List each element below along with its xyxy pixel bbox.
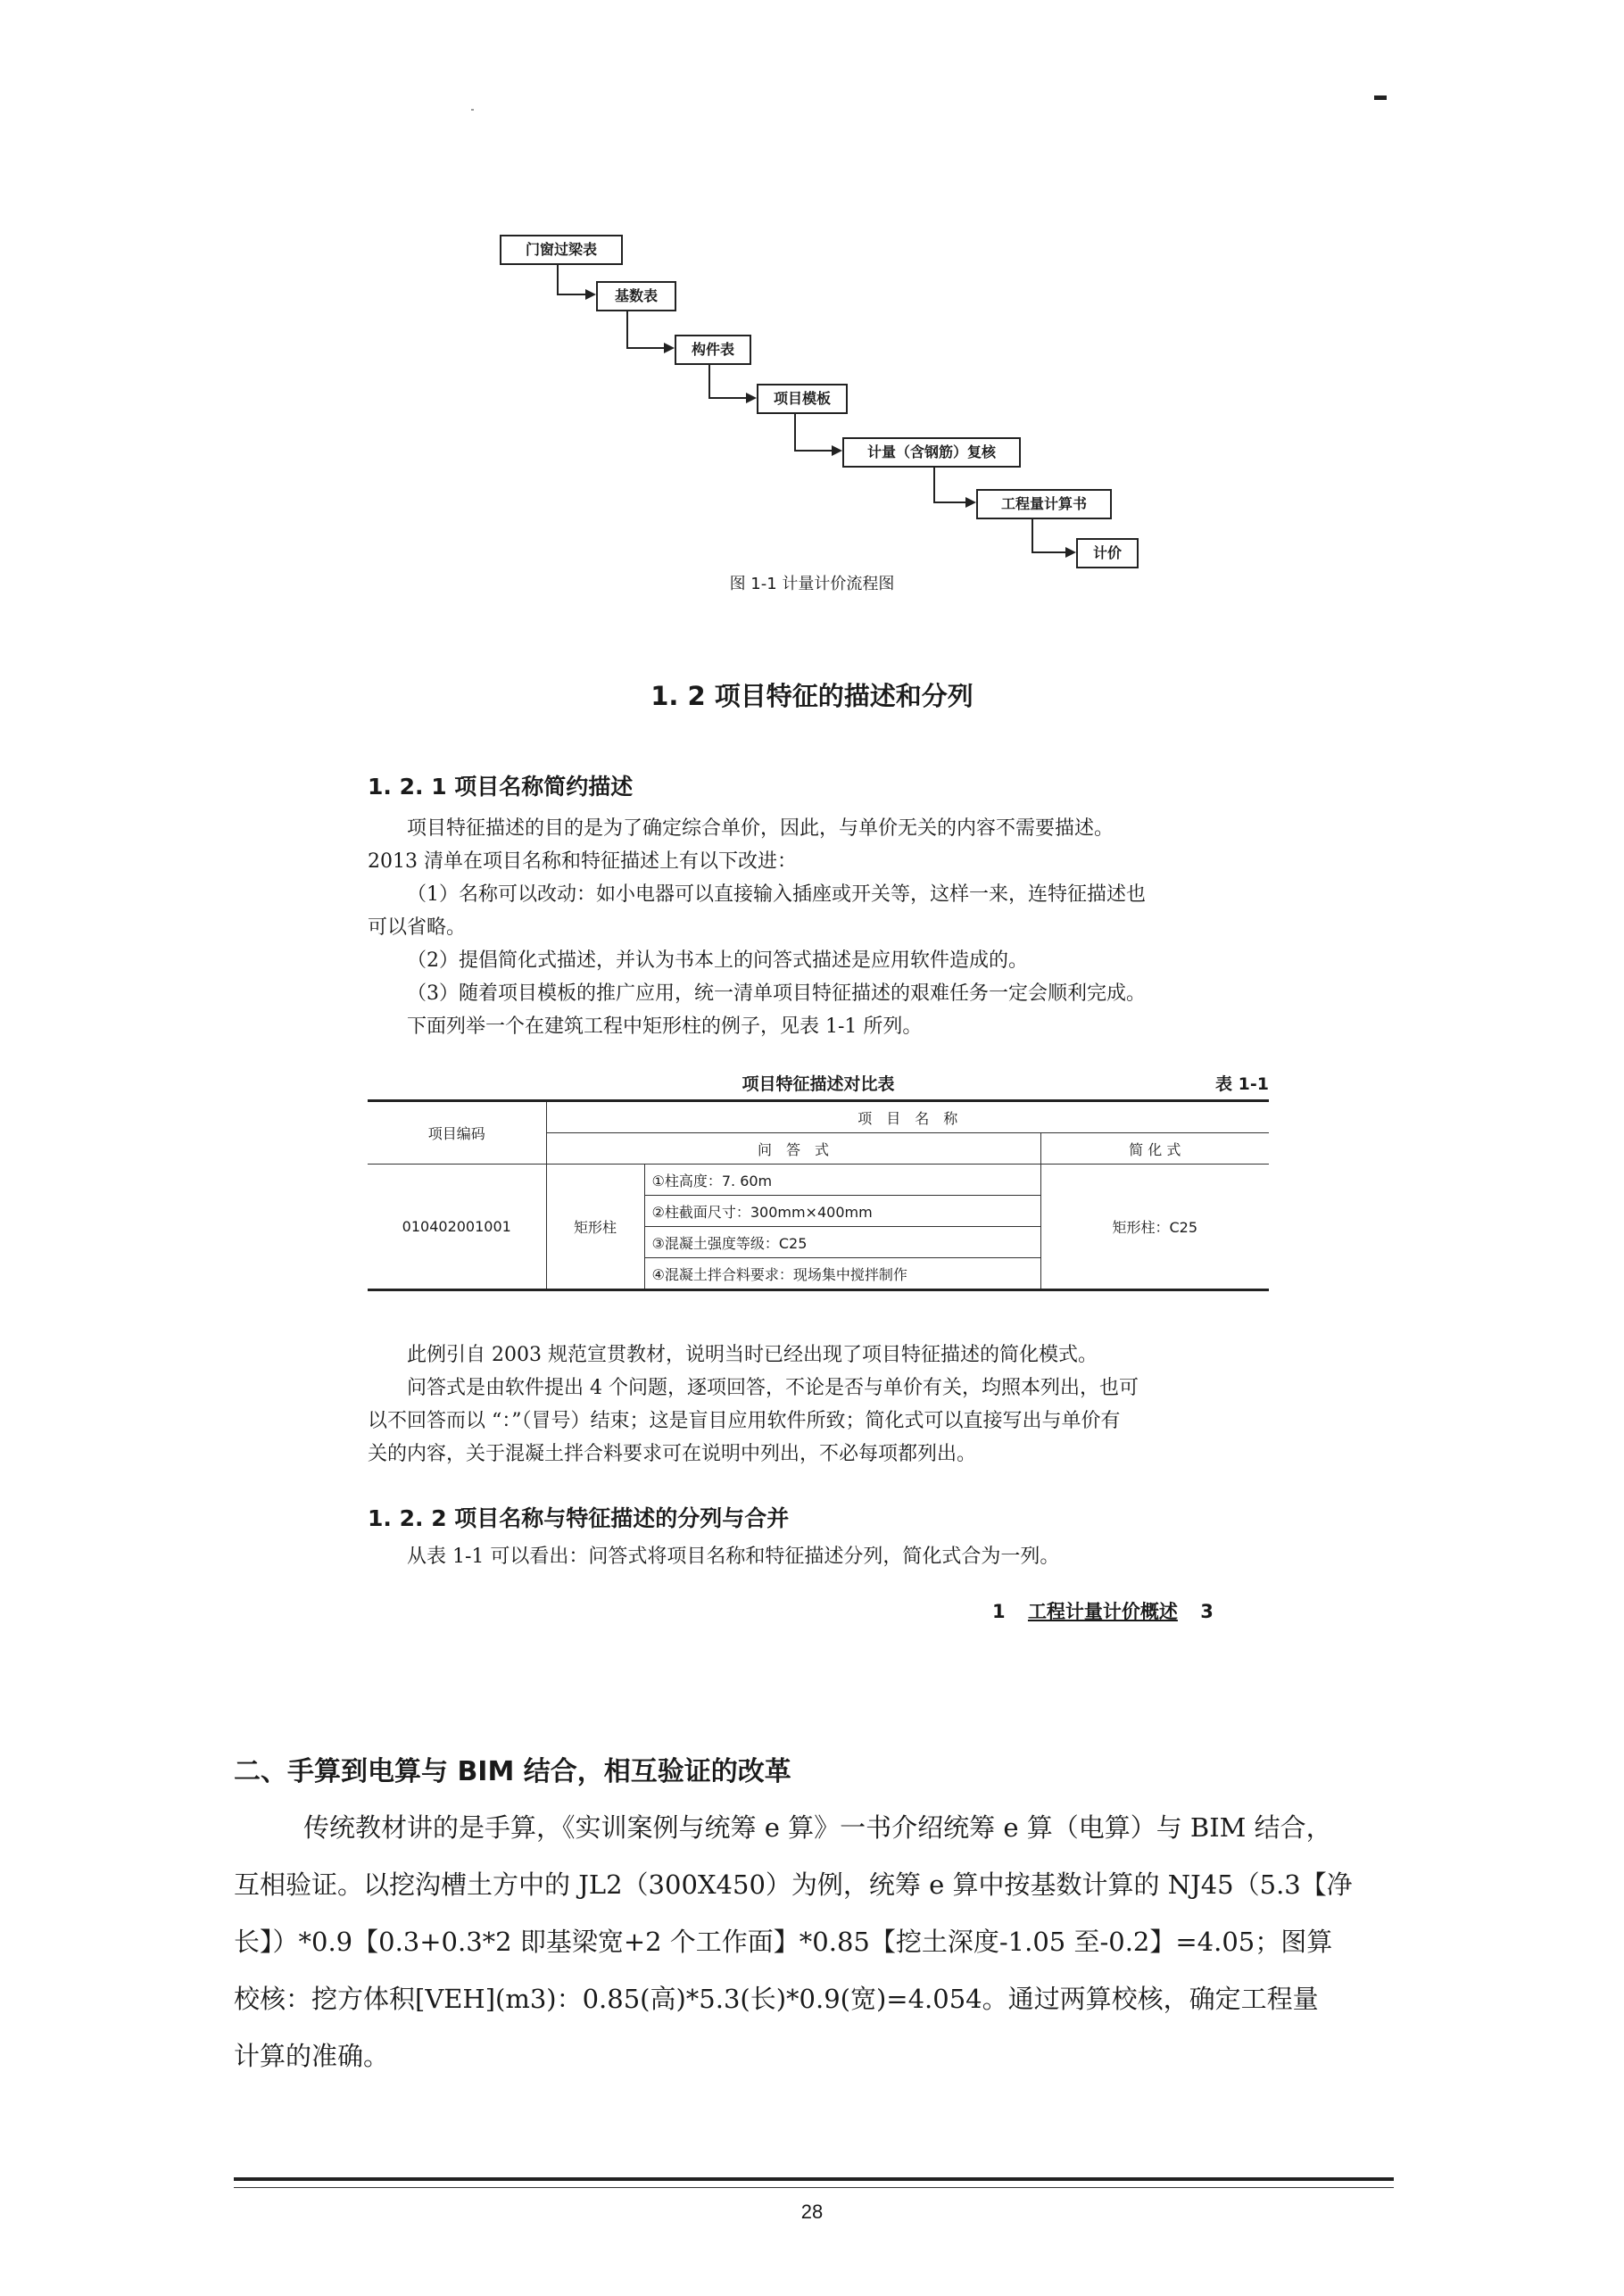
item-name: 矩形柱 bbox=[546, 1165, 644, 1290]
feature-cell: ③混凝土强度等级：C25 bbox=[644, 1227, 1040, 1258]
flow-box-door-window-lintel: 门窗过梁表 bbox=[500, 235, 623, 265]
item-code: 010402001001 bbox=[368, 1165, 546, 1290]
flow-box-measurement-review: 计量（含钢筋）复核 bbox=[842, 437, 1021, 468]
arrow-right-icon bbox=[1065, 547, 1076, 558]
arrow-right-icon bbox=[746, 393, 757, 403]
paragraph-intro bbox=[368, 812, 1269, 1043]
header-name: 项 目 名 称 bbox=[546, 1101, 1269, 1133]
flow-connector bbox=[626, 310, 628, 349]
book-page-number: 3 bbox=[1200, 1601, 1214, 1622]
paragraph-part2 bbox=[234, 1799, 1394, 2085]
flow-connector bbox=[557, 294, 587, 295]
arrow-right-icon bbox=[832, 445, 842, 456]
text-line: （3）随着项目模板的推广应用，统一清单项目特征描述的艰难任务一定会顺利完成。 bbox=[407, 982, 1146, 1005]
subsection-heading-1: 1. 2. 1 项目名称简约描述 bbox=[368, 774, 634, 800]
text-line: 2013 清单在项目名称和特征描述上有以下改进： bbox=[368, 850, 797, 873]
flow-box-base-table: 基数表 bbox=[596, 281, 676, 311]
text-line: 长】）*0.9【0.3+0.3*2 即基梁宽+2 个工作面】*0.85【挖土深度-1.05 至-0.2】=4.05；图算 bbox=[234, 1927, 1333, 1957]
part-heading: 二、手算到电算与 BIM 结合，相互验证的改革 bbox=[234, 1756, 791, 1787]
text-line: 关的内容，关于混凝土拌合料要求可在说明中列出，不必每项都列出。 bbox=[368, 1443, 977, 1465]
chapter-number: 1 bbox=[992, 1601, 1006, 1622]
comparison-table bbox=[368, 1099, 1269, 1291]
table-title: 项目特征描述对比表 bbox=[742, 1074, 895, 1094]
flow-connector bbox=[557, 263, 559, 295]
text-line: 计算的准确。 bbox=[234, 2041, 390, 2071]
page-number: 28 bbox=[800, 2201, 824, 2223]
flow-connector bbox=[933, 466, 935, 503]
arrow-right-icon bbox=[965, 497, 976, 508]
text-line: 传统教材讲的是手算，《实训案例与统筹 e 算》一书介绍统筹 e 算（电算）与 BIM 结合， bbox=[303, 1812, 1332, 1843]
arrow-right-icon bbox=[664, 343, 675, 353]
flow-connector bbox=[626, 347, 666, 349]
flow-box-project-template: 项目模板 bbox=[757, 384, 848, 414]
text-line: 此例引自 2003 规范宣贯教材，说明当时已经出现了项目特征描述的简化模式。 bbox=[407, 1344, 1098, 1366]
chapter-title: 工程计量计价概述 bbox=[1027, 1601, 1178, 1622]
section-title: 1. 2 项目特征的描述和分列 bbox=[650, 681, 974, 711]
text-line: （2）提倡简化式描述，并认为书本上的问答式描述是应用软件造成的。 bbox=[407, 949, 1028, 972]
paragraph-sub2 bbox=[368, 1540, 1269, 1573]
text-line: 下面列举一个在建筑工程中矩形柱的例子，见表 1-1 所列。 bbox=[407, 1015, 923, 1038]
book-running-footer bbox=[992, 1597, 1214, 1624]
table-number: 表 1-1 bbox=[1215, 1074, 1269, 1094]
flow-connector bbox=[708, 397, 748, 399]
text-line: 可以省略。 bbox=[368, 916, 467, 939]
text-line: 项目特征描述的目的是为了确定综合单价，因此，与单价无关的内容不需要描述。 bbox=[407, 817, 1114, 840]
feature-cell: ②柱截面尺寸：300mm×400mm bbox=[644, 1196, 1040, 1227]
feature-cell: ④混凝土拌合料要求：现场集中搅拌制作 bbox=[644, 1258, 1040, 1290]
footer-rule-thick bbox=[234, 2177, 1394, 2181]
feature-cell: ①柱高度：7. 60m bbox=[644, 1165, 1040, 1196]
page-corner-mark bbox=[1374, 95, 1387, 100]
flow-connector bbox=[708, 363, 710, 399]
header-qa: 问 答 式 bbox=[546, 1133, 1040, 1165]
flow-box-pricing: 计价 bbox=[1076, 538, 1139, 568]
text-line: 从表 1-1 可以看出：问答式将项目名称和特征描述分列，简化式合为一列。 bbox=[407, 1546, 1060, 1568]
footer-rule-thin bbox=[234, 2187, 1394, 2188]
flow-connector bbox=[933, 501, 967, 503]
header-simple: 简 化 式 bbox=[1040, 1133, 1269, 1165]
text-line: 问答式是由软件提出 4 个问题，逐项回答，不论是否与单价有关，均照本列出，也可 bbox=[407, 1377, 1139, 1399]
simple-cell: 矩形柱：C25 bbox=[1040, 1165, 1269, 1290]
arrow-right-icon bbox=[585, 289, 596, 300]
flow-box-component-table: 构件表 bbox=[675, 335, 751, 365]
flow-connector bbox=[1032, 518, 1033, 553]
text-line: 以不回答而以 “：”（冒号）结束；这是盲目应用软件所致；简化式可以直接写出与单价有 bbox=[368, 1410, 1121, 1432]
flow-connector bbox=[794, 450, 833, 452]
paragraph-after-table bbox=[368, 1339, 1269, 1471]
flow-box-quantity-book: 工程量计算书 bbox=[976, 489, 1112, 519]
flow-connector bbox=[794, 412, 796, 452]
subsection-heading-2: 1. 2. 2 项目名称与特征描述的分列与合并 bbox=[368, 1505, 790, 1531]
scan-speck bbox=[471, 109, 474, 111]
text-line: （1）名称可以改动：如小电器可以直接输入插座或开关等，这样一来，连特征描述也 bbox=[407, 883, 1146, 906]
text-line: 校核：挖方体积[VEH](m3)：0.85(高)*5.3(长)*0.9(宽)=4.054。通过两算校核，确定工程量 bbox=[234, 1984, 1319, 2014]
header-code: 项目编码 bbox=[368, 1101, 546, 1165]
table-title-row bbox=[368, 1071, 1269, 1095]
flow-connector bbox=[1032, 551, 1067, 553]
figure-caption: 图 1-1 计量计价流程图 bbox=[729, 575, 895, 593]
text-line: 互相验证。以挖沟槽土方中的 JL2（300X450）为例，统筹 e 算中按基数计算的 NJ45（5.3【净 bbox=[234, 1869, 1353, 1900]
